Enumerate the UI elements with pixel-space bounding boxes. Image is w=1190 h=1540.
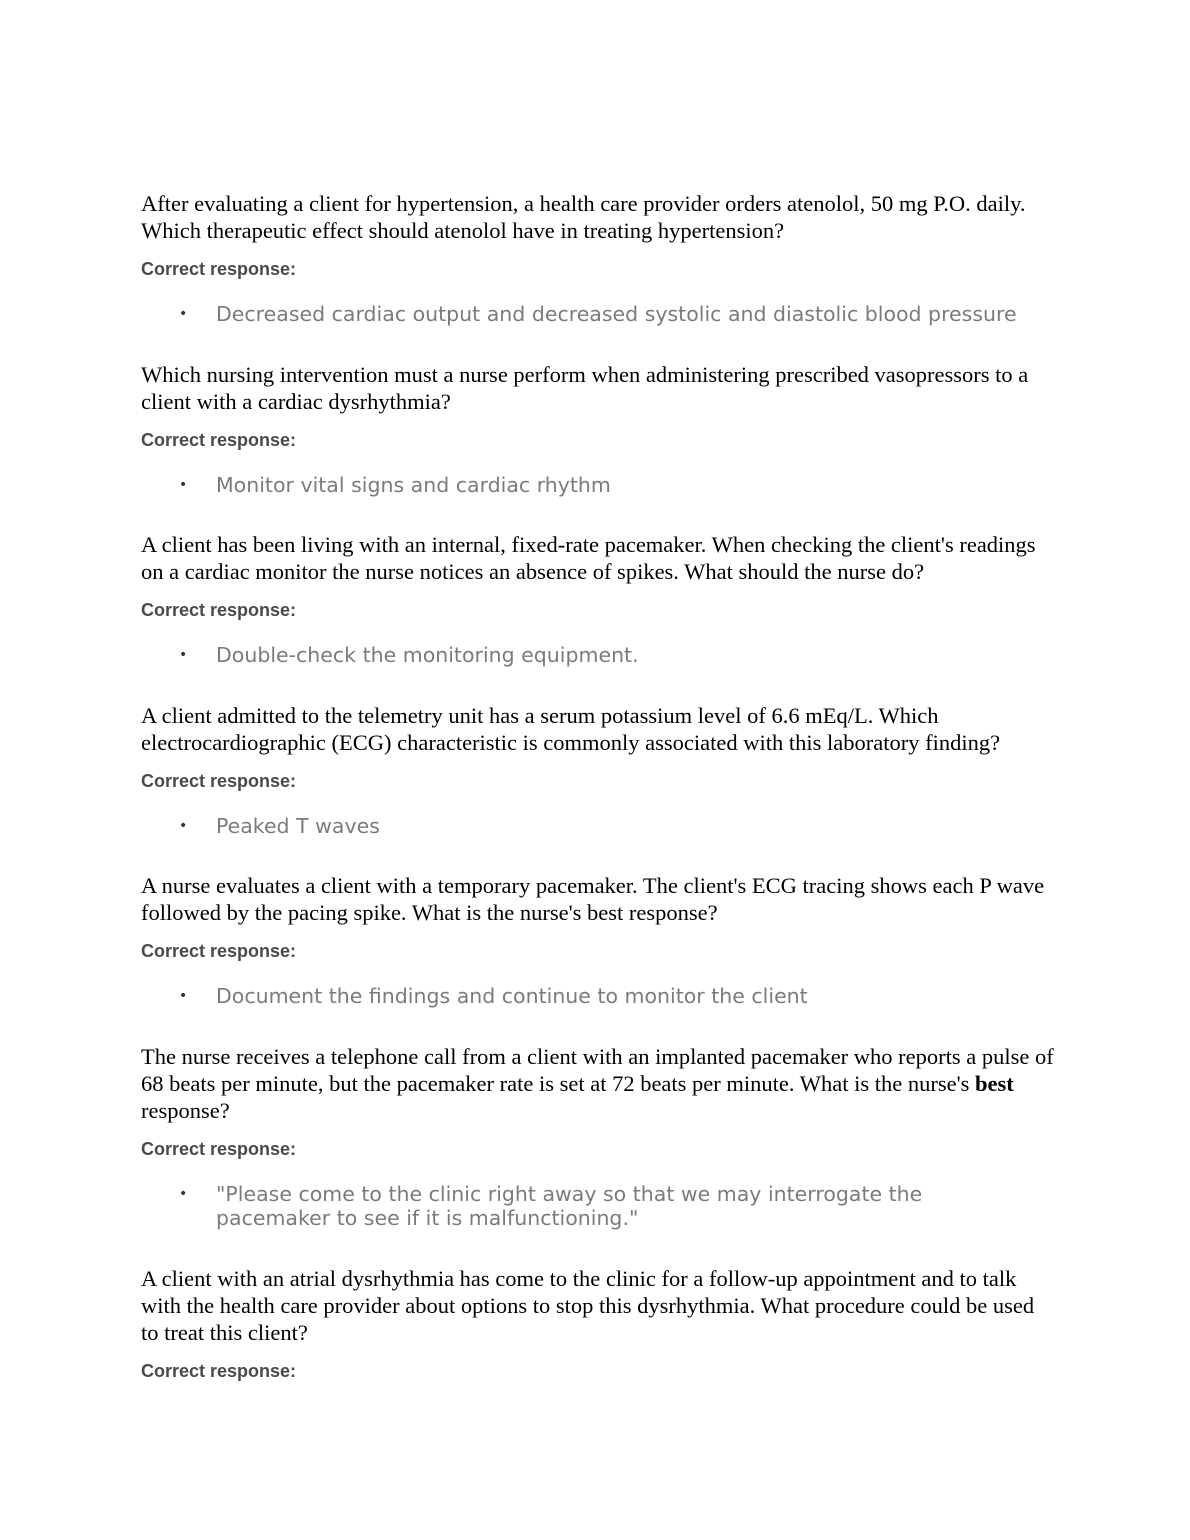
answer-text: Peaked T waves [216,814,380,838]
bullet-icon: • [179,988,188,1004]
answer-item [141,302,1056,326]
answer-item [141,814,1056,838]
bullet-icon: • [179,477,188,493]
question-text: Which nursing intervention must a nurse perform when administering prescribed vasopressors to a client with a cardiac dysrhythmia? [141,362,1029,414]
answer-item [141,643,1056,667]
question-text: A nurse evaluates a client with a temporary pacemaker. The client's ECG tracing shows each P wave followed by the pacing spike. What is the nurse's best response? [141,873,1045,925]
correct-response-label: Correct response: [141,430,297,450]
qa-block-5 [141,872,1056,1008]
question-text-end: response? [141,1098,230,1123]
answer-list [141,814,1056,838]
bullet-icon: • [179,818,188,834]
answer-list [141,1182,1056,1230]
qa-block-1 [141,190,1056,326]
correct-response-label: Correct response: [141,600,297,620]
correct-response-label: Correct response: [141,259,297,279]
bullet-icon: • [179,1186,188,1202]
answer-text: Monitor vital signs and cardiac rhythm [216,473,611,497]
question-emphasis: best [975,1071,1014,1096]
answer-item [141,1182,1056,1230]
qa-block-4 [141,702,1056,838]
bullet-icon: • [179,306,188,322]
bullet-icon: • [179,647,188,663]
answer-text: Decreased cardiac output and decreased systolic and diastolic blood pressure [216,302,1017,326]
answer-list [141,302,1056,326]
answer-text: Document the findings and continue to monitor the client [216,984,808,1008]
qa-block-2 [141,361,1056,497]
question-text: After evaluating a client for hypertension, a health care provider orders atenolol, 50 mg P.O. daily. Which therapeutic effect should atenolol have in treating hypertension? [141,191,1026,243]
question-text [141,1043,1056,1124]
qa-block-6 [141,1043,1056,1230]
qa-block-7 [141,1265,1056,1382]
correct-response-label: Correct response: [141,771,297,791]
question-text: A client admitted to the telemetry unit has a serum potassium level of 6.6 mEq/L. Which electrocardiographic (ECG) characteristic is commonly associated with this laboratory finding? [141,703,1001,755]
question-text: A client has been living with an internal, fixed-rate pacemaker. When checking the client's readings on a cardiac monitor the nurse notices an absence of spikes. What should the nurse do? [141,532,1036,584]
answer-list [141,473,1056,497]
question-text: A client with an atrial dysrhythmia has come to the clinic for a follow-up appointment and to talk with the health care provider about options to stop this dysrhythmia. What procedure could be used to treat this client? [141,1266,1035,1345]
correct-response-label: Correct response: [141,941,297,961]
question-text-start: The nurse receives a telephone call from a client with an implanted pacemaker who reports a pulse of 68 beats per minute, but the pacemaker rate is set at 72 beats per minute. What is the nurse's [141,1044,1054,1096]
correct-response-label: Correct response: [141,1361,297,1381]
correct-response-label: Correct response: [141,1139,297,1159]
answer-list [141,643,1056,667]
answer-text: Double-check the monitoring equipment. [216,643,639,667]
answer-list [141,984,1056,1008]
answer-text: "Please come to the clinic right away so that we may interrogate the pacemaker to see if it is malfunctioning." [216,1182,923,1230]
answer-item [141,473,1056,497]
answer-item [141,984,1056,1008]
qa-block-3 [141,531,1056,667]
